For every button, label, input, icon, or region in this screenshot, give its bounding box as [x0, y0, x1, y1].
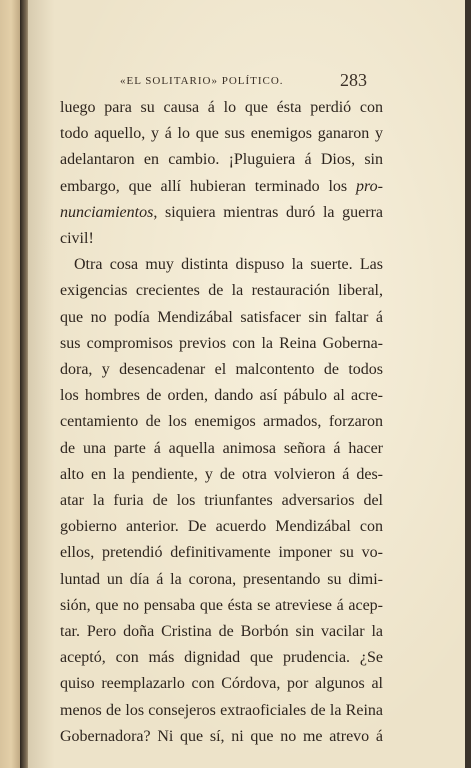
text-line: Otra cosa muy distinta dispuso la suerte. Las [74, 256, 383, 274]
text-line: los hombres de orden, dando así pábulo al acre- [60, 387, 383, 405]
text-line: alto en la pendiente, y de otra volvieron á des- [60, 465, 383, 483]
text-line: tar. Pero doña Cristina de Borbón sin vacilar la [60, 623, 383, 641]
text-line: quiso reemplazarlo con Córdova, por algunos al [60, 675, 383, 693]
italic-word: pro- [356, 177, 383, 195]
text-line: gobierno anterior. De acuerdo Mendizábal con [60, 518, 383, 536]
text-line: que no podía Mendizábal satisfacer sin faltar á [60, 308, 383, 326]
text-line: dora, y desencadenar el malcontento de todos [60, 361, 383, 379]
text-line: centamiento de los enemigos armados, forzaron [60, 413, 383, 431]
text-line: nunciamientos, siquiera mientras duró la guerra [60, 203, 383, 221]
text-line: sus compromisos previos con la Reina Goberna- [60, 334, 383, 352]
text-line: ellos, pretendió definitivamente imponer su vo- [60, 544, 383, 562]
text-line: adelantaron en cambio. ¡Pluguiera á Dios, sin [60, 151, 383, 169]
running-header: «EL SOLITARIO» POLÍTICO. [120, 75, 284, 87]
text-line: luntad un día á la corona, presentando su dimi- [60, 570, 383, 588]
page-number: 283 [340, 70, 367, 90]
text-line: menos de los consejeros extraoficiales de la Reina [60, 701, 383, 719]
text-line: embargo, que allí hubieran terminado los pro- [60, 177, 383, 195]
text-line: luego para su causa á lo que ésta perdió con [60, 99, 383, 116]
text-line: de una parte á aquella animosa señora á hacer [60, 439, 383, 457]
text-line: Gobernadora? Ni que sí, ni que no me atrevo á [60, 727, 383, 745]
text-line: civil! [60, 230, 94, 248]
text-line: aceptó, con más dignidad que prudencia. ¿Se [60, 649, 383, 667]
text-line: exigencias crecientes de la restauración liberal, [60, 282, 383, 300]
text-line: atar la furia de los triunfantes adversarios del [60, 492, 383, 510]
scan-border [465, 0, 471, 768]
italic-word: nunciamientos [60, 203, 154, 221]
left-page-edge [0, 0, 22, 768]
text-line: todo aquello, y á lo que sus enemigos ganaron y [60, 125, 383, 143]
text-line: sión, que no pensaba que ésta se atreviese á acep- [60, 596, 383, 614]
body-text [60, 95, 383, 750]
